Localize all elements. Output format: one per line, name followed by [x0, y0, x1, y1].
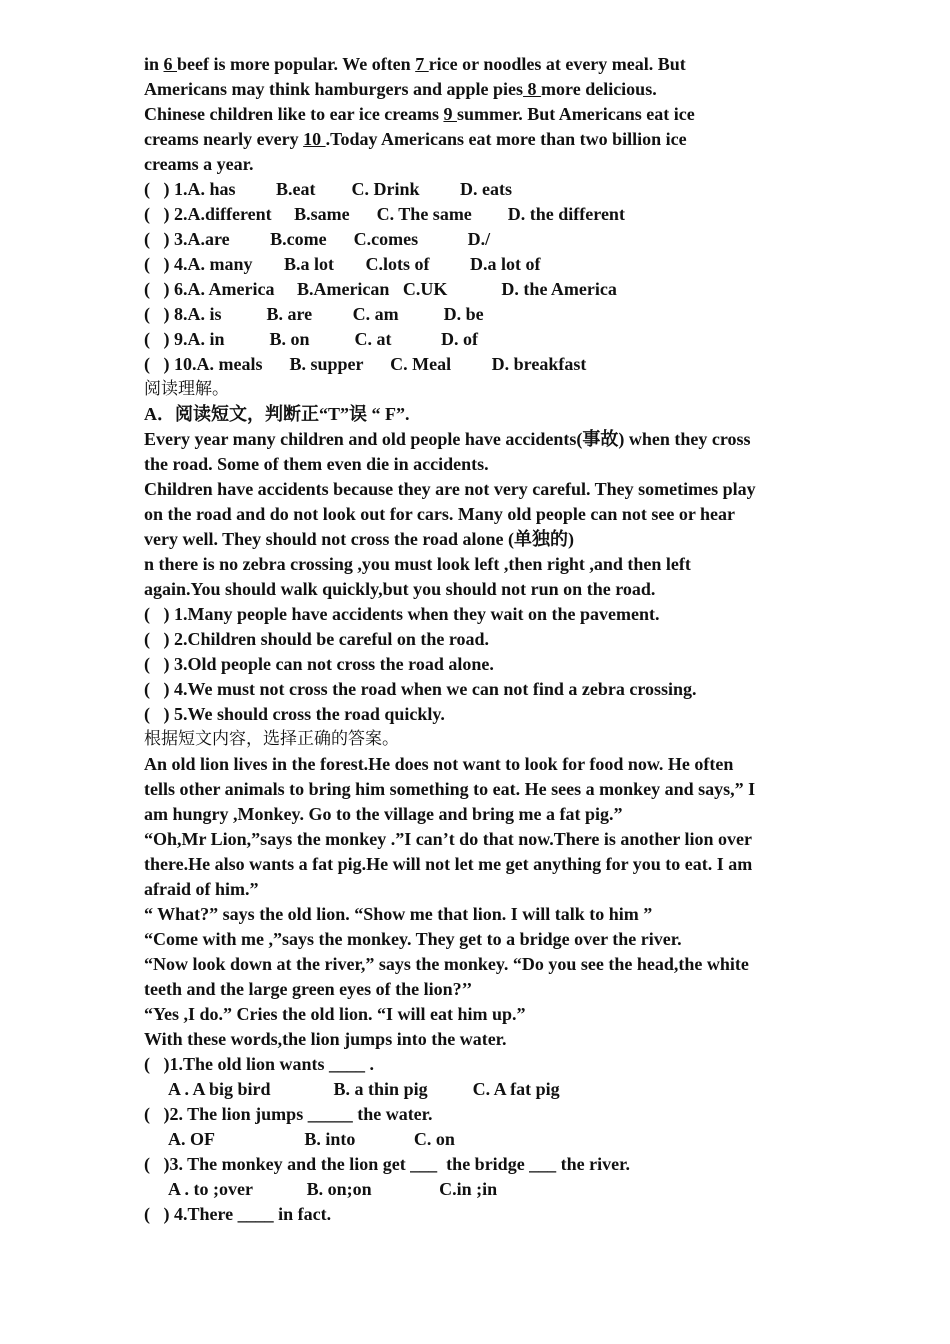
part-b-heading: 根据短文内容，选择正确的答案。 [144, 729, 399, 749]
passage-a-line: on the road and do not look out for cars. Many old people can not see or hear [144, 504, 736, 524]
cloze-text: more delicious. [541, 79, 657, 99]
mc-question-3: ( )3. The monkey and the lion get ___ the bridge ___ the river. [144, 1154, 630, 1174]
cloze-question-6: ( ) 6.A. America B.American C.UK D. the America [144, 279, 617, 299]
passage-b-line: there.He also wants a fat pig.He will not let me get anything for you to eat. I am [144, 854, 753, 874]
passage-b-line: “Come with me ,”says the monkey. They get to a bridge over the river. [144, 929, 682, 949]
cloze-line-1 [144, 52, 810, 77]
cloze-text: rice or noodles at every meal. But [428, 54, 686, 74]
cloze-text: in [144, 54, 164, 74]
blank-7: 7 [415, 54, 429, 74]
cloze-text: creams nearly every [144, 129, 304, 149]
cloze-question-2: ( ) 2.A.different B.same C. The same D. the different [144, 204, 625, 224]
cloze-question-4: ( ) 4.A. many B.a lot C.lots of D.a lot of [144, 254, 541, 274]
cloze-question-8: ( ) 8.A. is B. are C. am D. be [144, 304, 484, 324]
cloze-line-5: creams a year. [144, 154, 254, 174]
mc-options-1: A . A big bird B. a thin pig C. A fat pig [168, 1079, 560, 1099]
passage-a-line: Every year many children and old people have accidents(事故) when they cross [144, 429, 751, 449]
mc-question-4: ( ) 4.There ____ in fact. [144, 1204, 332, 1224]
cloze-text: beef is more popular. We often [177, 54, 416, 74]
passage-a-line: Children have accidents because they are not very careful. They sometimes play [144, 479, 756, 499]
passage-b-line: “Now look down at the river,” says the monkey. “Do you see the head,the white [144, 954, 749, 974]
cloze-question-3: ( ) 3.A.are B.come C.comes D./ [144, 229, 491, 249]
worksheet-page [144, 52, 810, 1227]
passage-b-line: “Oh,Mr Lion,”says the monkey .”I can’t do that now.There is another lion over [144, 829, 753, 849]
blank-8: 8 [523, 79, 542, 99]
passage-b-line: With these words,the lion jumps into the water. [144, 1029, 507, 1049]
part-a-label: A．阅读短文，判断正“T”误 “ F”. [144, 404, 410, 424]
passage-b-line: An old lion lives in the forest.He does not want to look for food now. He often [144, 754, 734, 774]
tf-question-5: ( ) 5.We should cross the road quickly. [144, 704, 445, 724]
tf-question-2: ( ) 2.Children should be careful on the road. [144, 629, 490, 649]
tf-question-1: ( ) 1.Many people have accidents when they wait on the pavement. [144, 604, 660, 624]
cloze-line-4 [144, 127, 810, 152]
cloze-text: Chinese children like to ear ice creams [144, 104, 444, 124]
passage-b-line: tells other animals to bring him something to eat. He sees a monkey and says,” I [144, 779, 756, 799]
tf-question-4: ( ) 4.We must not cross the road when we can not find a zebra crossing. [144, 679, 697, 699]
mc-options-2: A. OF B. into C. on [168, 1129, 455, 1149]
reading-heading: 阅读理解。 [144, 379, 229, 399]
cloze-question-10: ( ) 10.A. meals B. supper C. Meal D. breakfast [144, 354, 587, 374]
passage-a-line: very well. They should not cross the road alone (单独的) [144, 529, 575, 549]
cloze-question-9: ( ) 9.A. in B. on C. at D. of [144, 329, 479, 349]
blank-10: 10 [303, 129, 326, 149]
cloze-line-2 [144, 77, 810, 102]
passage-a-line: the road. Some of them even die in accidents. [144, 454, 489, 474]
cloze-question-1: ( ) 1.A. has B.eat C. Drink D. eats [144, 179, 512, 199]
passage-b-line: “Yes ,I do.” Cries the old lion. “I will eat him up.” [144, 1004, 526, 1024]
passage-b-line: teeth and the large green eyes of the lion?’’ [144, 979, 473, 999]
passage-a-line: again.You should walk quickly,but you should not run on the road. [144, 579, 656, 599]
passage-b-line: afraid of him.” [144, 879, 259, 899]
cloze-text: summer. But Americans eat ice [456, 104, 695, 124]
tf-question-3: ( ) 3.Old people can not cross the road alone. [144, 654, 494, 674]
mc-question-1: ( )1.The old lion wants ____ . [144, 1054, 375, 1074]
mc-options-3: A . to ;over B. on;on C.in ;in [168, 1179, 498, 1199]
mc-question-2: ( )2. The lion jumps _____ the water. [144, 1104, 433, 1124]
cloze-text: Americans may think hamburgers and apple pies [144, 79, 524, 99]
blank-6: 6 [163, 54, 178, 74]
cloze-line-3 [144, 102, 810, 127]
passage-a-line: n there is no zebra crossing ,you must look left ,then right ,and then left [144, 554, 691, 574]
passage-b-line: “ What?” says the old lion. “Show me that lion. I will talk to him ” [144, 904, 653, 924]
blank-9: 9 [443, 104, 457, 124]
passage-b-line: am hungry ,Monkey. Go to the village and bring me a fat pig.” [144, 804, 623, 824]
cloze-text: .Today Americans eat more than two billion ice [325, 129, 687, 149]
